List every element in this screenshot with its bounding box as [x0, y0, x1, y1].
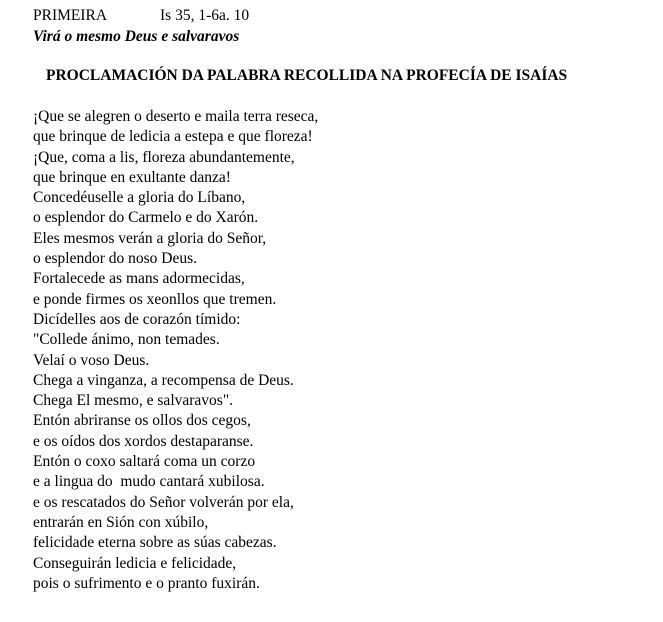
proclamation-heading: PROCLAMACIÓN DA PALABRA RECOLLIDA NA PROFECÍA DE ISAÍAS: [46, 67, 568, 84]
verse-line: o esplendor do Carmelo e do Xarón.: [33, 209, 259, 227]
verse-line: ¡Que se alegren o deserto e maila terra reseca,: [33, 108, 319, 125]
verse-line: Fortalecede as mans adormecidas,: [33, 270, 245, 288]
verse-line: que brinque de ledicia a estepa e que floreza!: [33, 128, 313, 146]
reading-header: [33, 6, 250, 26]
verse-line: Chega a vinganza, a recompensa de Deus.: [33, 371, 294, 389]
reading-subtitle: Virá o mesmo Deus e salvaravos: [33, 28, 240, 45]
verse-line: Velaí o voso Deus.: [33, 351, 150, 369]
verse-list: [33, 107, 318, 594]
verse-line: ¡Que, coma a lis, floreza abundantemente,: [33, 148, 295, 166]
verse-line: Conseguirán ledicia e felicidade,: [33, 554, 237, 572]
verse-line: Concedéuselle a gloria do Líbano,: [33, 189, 246, 207]
verse-line: entrarán en Sión con xúbilo,: [33, 513, 209, 531]
verse-line: Entón abriranse os ollos dos cegos,: [33, 412, 251, 430]
verse-line: Entón o coxo saltará coma un corzo: [33, 453, 256, 471]
verse-line: Dicídelles aos de corazón tímido:: [33, 310, 241, 328]
verse-line: e os oídos dos xordos destaparanse.: [33, 432, 254, 450]
verse-line: Eles mesmos verán a gloria do Señor,: [33, 229, 267, 247]
verse-line: Chega El mesmo, e salvaravos".: [33, 392, 234, 410]
verse-line: felicidade eterna sobre as súas cabezas.: [33, 534, 277, 552]
verse-line: e ponde firmes os xeonllos que tremen.: [33, 290, 277, 308]
verse-line: e os rescatados do Señor volverán por ela,: [33, 493, 294, 511]
verse-line: o esplendor do noso Deus.: [33, 250, 198, 268]
scripture-reference: Is 35, 1-6a. 10: [160, 7, 250, 24]
verse-line: que brinque en exultante danza!: [33, 168, 231, 186]
verse-line: e a lingua do mudo cantará xubilosa.: [33, 473, 265, 491]
verse-line: "Collede ánimo, non temades.: [33, 331, 220, 349]
reading-label: PRIMEIRA: [33, 7, 108, 24]
verse-line: pois o sufrimento e o pranto fuxirán.: [33, 574, 260, 592]
